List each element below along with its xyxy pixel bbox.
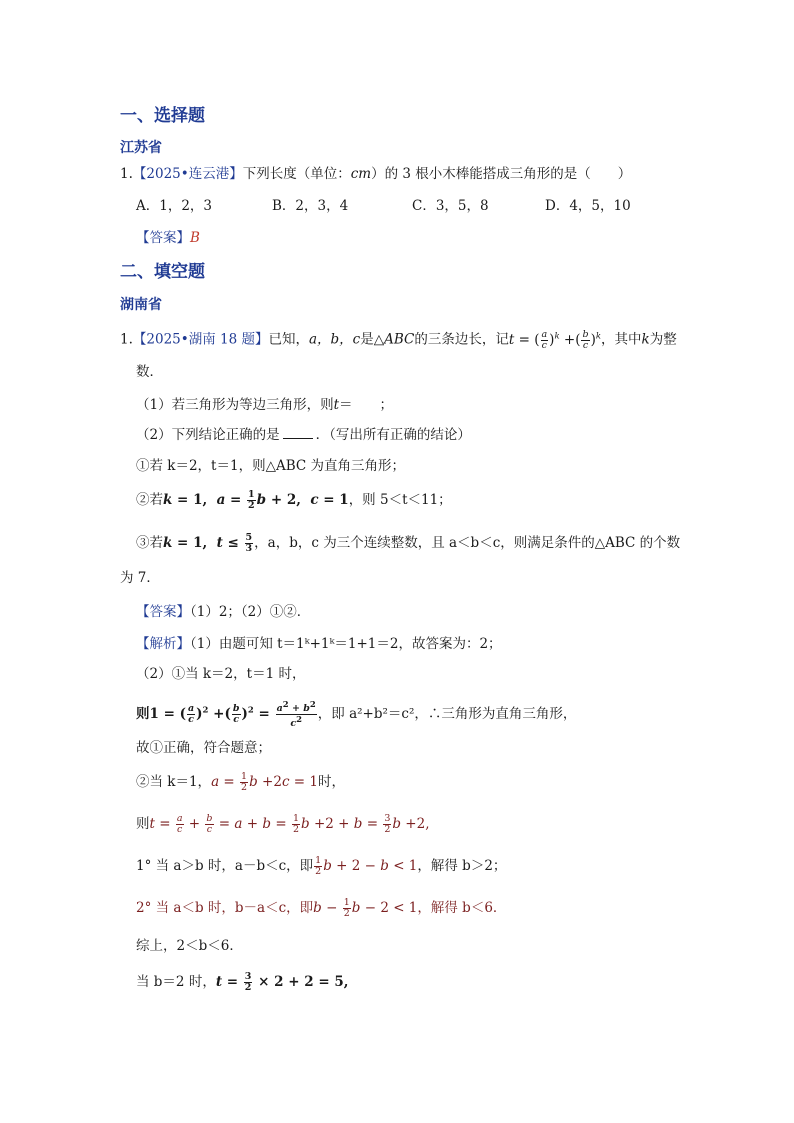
province-hunan: 湖南省 <box>120 297 162 313</box>
stem-c: 的三条边长，记 <box>414 331 509 348</box>
answer-label: 【答案】 <box>136 604 190 620</box>
analysis-line-9: 综上，2＜b＜6． <box>136 938 243 954</box>
answer-value: B <box>190 230 200 246</box>
question-1-stem <box>120 164 631 184</box>
analysis-step-1: （1）由题可知 t＝1ᵏ+1ᵏ＝1+1＝2，故答案为：2； <box>190 636 502 652</box>
province-jiangsu: 江苏省 <box>120 140 162 156</box>
analysis-formula-3: t = $\frac{a}{c}$ + $\frac{b}{c}$ = a + b = $\frac{1}{2}$ b +2 + b = $\frac{3}{2}$ b +2, <box>149 813 430 835</box>
analysis-line-6 <box>136 814 430 835</box>
analysis-line-5 <box>136 772 345 793</box>
conclusion-3-pre: ③若 <box>136 535 163 551</box>
part-1-t: t <box>333 397 340 413</box>
conclusion-2 <box>136 490 452 511</box>
stem-a: 已知， <box>268 331 309 348</box>
analysis-line-10 <box>136 972 348 993</box>
part-2 <box>136 425 471 445</box>
stem-vars: a，b，c <box>308 331 361 348</box>
option-d: D．4，5，10 <box>545 198 631 214</box>
analysis-step-5-post: 时， <box>317 774 345 790</box>
question-2-stem <box>120 326 677 351</box>
answer-blank <box>283 426 313 439</box>
analysis-step-3-post: ，即 a²+b²＝c²，∴三角形为直角三角形， <box>317 706 577 723</box>
stem-abc: ABC <box>384 331 415 348</box>
analysis-step-7-pre: 1° 当 a＞b 时，a－b＜c，即 <box>136 858 314 874</box>
answer-1 <box>136 228 200 248</box>
conclusion-3-formula: k = 1, t ≤ $\frac{5}{3}$ <box>163 532 253 554</box>
analysis-formula-1: 则1 = ( $\frac{a}{c}$ )$^2$ +( $\frac{b}{c}$ )$^2$ = $\frac{a^2 + b^2}{c^2}$ <box>136 700 316 730</box>
part-1 <box>136 395 393 415</box>
conclusion-3-post: ，a，b，c 为三个连续整数，且 a＜b＜c，则满足条件的△ABC 的个数 <box>254 535 681 551</box>
analysis-step-8-post: ，解得 b＜6． <box>417 900 507 916</box>
analysis-step-5-pre: ②当 k＝1， <box>136 774 212 790</box>
analysis-formula-4: $\frac{1}{2}$ b + 2 − b < 1 <box>315 855 418 877</box>
analysis-line-8 <box>136 898 506 919</box>
option-c: C．3，5，8 <box>412 198 489 214</box>
answer-value: （1）2；（2）①②． <box>190 604 311 620</box>
analysis-formula-2: a = $\frac{1}{2}$ b +2c = 1 <box>211 771 318 793</box>
unit-cm: cm <box>350 166 372 182</box>
analysis-step-8-pre: 2° 当 a＜b 时，b－a＜c，即 <box>136 900 314 916</box>
answer-2 <box>136 602 310 622</box>
analysis-line-3 <box>136 700 576 729</box>
analysis-label: 【解析】 <box>136 636 190 652</box>
section-title-fill: 二、填空题 <box>120 262 205 282</box>
formula-t: t = ( $\frac{a}{c}$ )$^k$ +( $\frac{b}{c}$ )$^k$ <box>508 328 602 351</box>
question-source-tag: 【2025•连云港】 <box>132 166 243 182</box>
part-2-end: ．（写出所有正确的结论） <box>315 427 471 443</box>
stem-e: 为整 <box>649 331 677 348</box>
option-b: B．2，3，4 <box>272 198 349 214</box>
question-source-tag: 【2025•湖南 18 题】 <box>132 331 269 348</box>
conclusion-3-continued: 为 7． <box>120 570 160 586</box>
analysis-step-7-post: ，解得 b＞2； <box>417 858 507 874</box>
stem-d: ，其中 <box>601 331 642 348</box>
question-text-b: ）的 3 根小木棒能搭成三角形的是（ ） <box>371 166 632 182</box>
question-number: 1. <box>120 331 133 348</box>
question-text-a: 下列长度（单位： <box>242 166 351 182</box>
stem-k: k <box>641 331 650 348</box>
analysis-step-6-pre: 则 <box>136 816 150 832</box>
part-1-text: （1）若三角形为等边三角形，则 <box>136 397 334 413</box>
stem-continued: 数． <box>136 364 163 380</box>
analysis-formula-5: b − $\frac{1}{2}$ b − 2 < 1 <box>313 897 418 919</box>
conclusion-1: ①若 k＝2，t＝1，则△ABC 为直角三角形； <box>136 458 405 474</box>
conclusion-2-pre: ②若 <box>136 492 163 508</box>
section-title-choice: 一、选择题 <box>120 106 205 126</box>
conclusion-2-post: ，则 5＜t＜11； <box>348 492 452 508</box>
analysis-line-1 <box>136 634 502 654</box>
analysis-line-7 <box>136 856 506 877</box>
stem-b: 是△ <box>360 331 385 348</box>
analysis-formula-6: t = $\frac{3}{2}$ × 2 + 2 = 5, <box>215 971 349 993</box>
conclusion-2-formula: k = 1, a = $\frac{1}{2}$ b + 2, c = 1 <box>163 489 349 511</box>
analysis-line-2: （2）①当 k＝2，t＝1 时， <box>136 666 306 682</box>
part-2-text: （2）下列结论正确的是 <box>136 427 280 443</box>
analysis-line-4: 故①正确，符合题意； <box>136 740 271 756</box>
part-1-end: ＝ ； <box>339 397 394 413</box>
answer-label: 【答案】 <box>136 230 190 246</box>
option-a: A．1，2，3 <box>136 198 213 214</box>
conclusion-3 <box>136 533 680 554</box>
analysis-step-10-pre: 当 b＝2 时， <box>136 974 216 990</box>
question-number: 1. <box>120 166 133 182</box>
